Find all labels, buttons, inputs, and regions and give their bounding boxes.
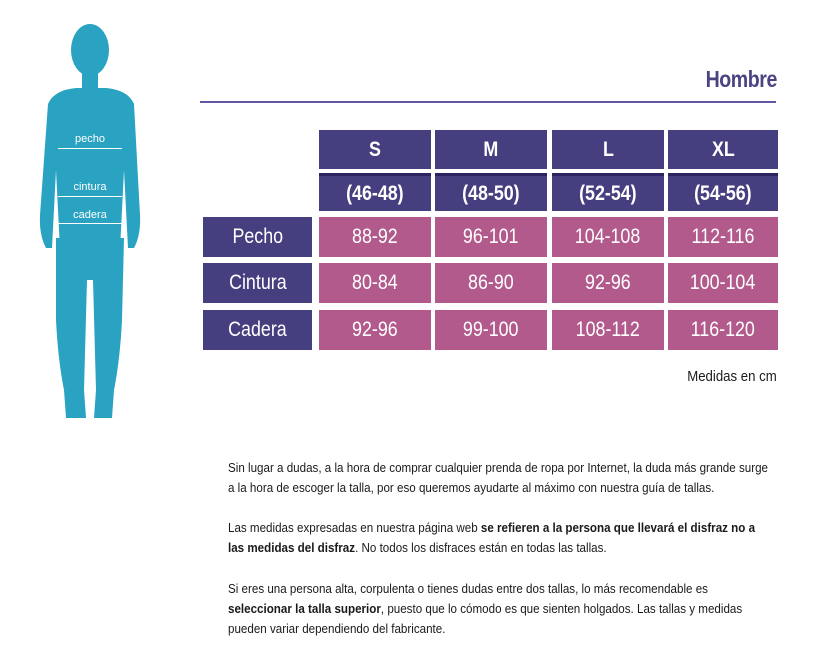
- bold-emphasis: se refieren a la persona que llevará el disfraz no a las medidas del disfraz: [228, 520, 756, 555]
- paragraph-measures: Las medidas expresadas en nuestra página web se refieren a la persona que llevará el disfraz no a las medidas del disfraz. No todos los disfraces están en todas las tallas.: [228, 520, 756, 555]
- title-divider: [200, 101, 776, 103]
- hip-label: cadera: [73, 209, 107, 221]
- table-cell: 88-92: [319, 217, 431, 257]
- size-header-l: L: [552, 130, 664, 169]
- size-header-m: M: [435, 130, 547, 169]
- row-label-chest: Pecho: [203, 217, 312, 257]
- table-cell: 92-96: [552, 263, 664, 303]
- table-cell: 108-112: [552, 310, 664, 350]
- table-cell: 96-101: [435, 217, 547, 257]
- row-label-waist: Cintura: [203, 263, 312, 303]
- table-cell: 80-84: [319, 263, 431, 303]
- table-cell: 116-120: [668, 310, 778, 350]
- table-cell: 112-116: [668, 217, 778, 257]
- table-cell: 86-90: [435, 263, 547, 303]
- table-cell: 99-100: [435, 310, 547, 350]
- body-silhouette: [36, 20, 148, 425]
- size-header-s: S: [319, 130, 431, 169]
- row-label-hip: Cadera: [203, 310, 312, 350]
- size-range-l: (52-54): [552, 173, 664, 211]
- size-range-s: (46-48): [319, 173, 431, 211]
- waist-label: cintura: [73, 181, 107, 193]
- table-cell: 100-104: [668, 263, 778, 303]
- bold-emphasis: seleccionar la talla superior: [228, 601, 381, 616]
- waist-line: [58, 196, 122, 197]
- chest-line: [58, 148, 122, 149]
- size-header-xl: XL: [668, 130, 778, 169]
- size-range-m: (48-50): [435, 173, 547, 211]
- size-range-xl: (54-56): [668, 173, 778, 211]
- table-cell: 92-96: [319, 310, 431, 350]
- chest-label: pecho: [75, 133, 105, 145]
- units-note: Medidas en cm: [687, 368, 777, 385]
- paragraph-intro: Sin lugar a dudas, a la hora de comprar cualquier prenda de ropa por Internet, la duda más grande surge a la hora de escoger la talla, por eso queremos ayudarte al máximo con nuestra guía de tallas.: [228, 460, 768, 495]
- page-title: Hombre: [705, 66, 777, 92]
- hip-line: [56, 223, 124, 224]
- paragraph-advice: Si eres una persona alta, corpulenta o tienes dudas entre dos tallas, lo más recomendable es seleccionar la talla superior, puesto que lo cómodo es que sienten holgados. Las tallas y medidas pueden variar dependiendo del fabricante.: [228, 581, 743, 636]
- table-cell: 104-108: [552, 217, 664, 257]
